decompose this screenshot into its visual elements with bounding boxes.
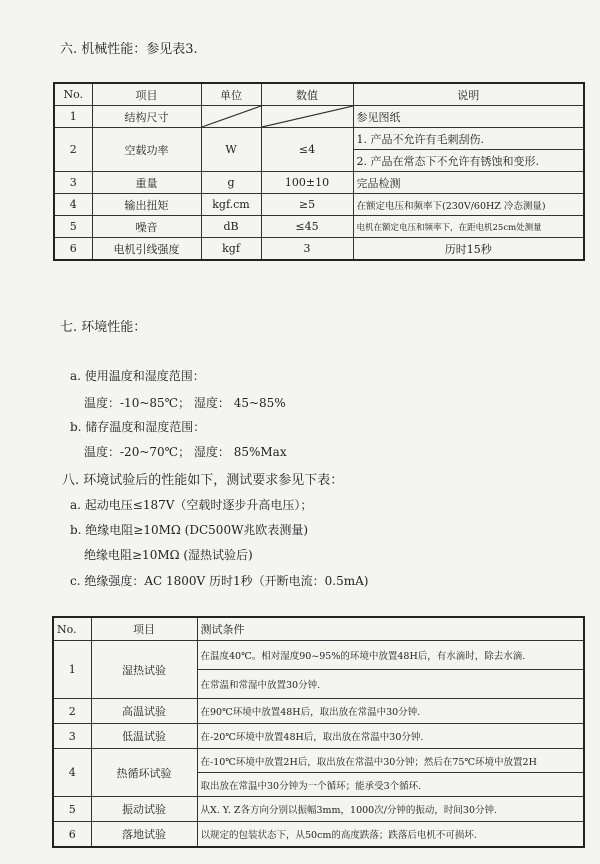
- row-no: 2: [53, 699, 91, 724]
- row-item: 噪音: [92, 216, 201, 238]
- row-item: 结构尺寸: [92, 106, 201, 128]
- row-no: 1: [54, 106, 92, 128]
- section-7-title: 七. 环境性能：: [60, 320, 147, 335]
- section-6-title: 六. 机械性能：参见表3.: [60, 42, 198, 57]
- table-row: [53, 641, 584, 670]
- header-item: 项目: [92, 83, 201, 106]
- row-value: ≤45: [261, 216, 353, 238]
- row-item: 输出扭矩: [92, 194, 201, 216]
- row-condition: 在-10℃环境中放置2H后，取出放在常温中30分钟；然后在75℃环境中放置2H: [197, 749, 584, 773]
- section-8-title: 八. 环境试验后的性能如下，测试要求参见下表：: [62, 473, 344, 488]
- table-row: [53, 822, 584, 848]
- row-unit: g: [201, 172, 261, 194]
- header-conditions: 测试条件: [197, 617, 584, 641]
- row-no: 5: [54, 216, 92, 238]
- row-condition: 取出放在常温中30分钟为一个循环；能承受3个循环.: [197, 773, 584, 797]
- row-notes: 电机在额定电压和频率下，在距电机25cm处测量: [353, 216, 584, 238]
- sec7-b-line: 温度：-20~70℃； 湿度： 85%Max: [84, 445, 287, 459]
- row-item: 高温试验: [91, 699, 197, 724]
- sec8-b: b. 绝缘电阻≥10MΩ (DC500W兆欧表测量): [70, 523, 309, 537]
- table-row: [53, 724, 584, 749]
- sec8-b2: 绝缘电阻≥10MΩ (湿热试验后): [84, 548, 253, 562]
- row-item: 重量: [92, 172, 201, 194]
- table-row: [53, 797, 584, 822]
- table-row: [53, 699, 584, 724]
- environmental-test-table: [52, 616, 585, 848]
- row-unit: kgf: [201, 238, 261, 261]
- row-unit: W: [201, 128, 261, 172]
- row-item: 落地试验: [91, 822, 197, 848]
- sec8-c: c. 绝缘强度：AC 1800V 历时1秒（开断电流：0.5mA): [70, 574, 369, 588]
- row-unit: dB: [201, 216, 261, 238]
- row-item: 低温试验: [91, 724, 197, 749]
- table-row: [54, 106, 584, 128]
- row-unit-empty: [201, 106, 261, 128]
- header-value: 数值: [261, 83, 353, 106]
- diagonal-slash: [262, 106, 353, 127]
- row-notes: 参见图纸: [353, 106, 584, 128]
- row-item: 空载功率: [92, 128, 201, 172]
- header-unit: 单位: [201, 83, 261, 106]
- row-no: 4: [54, 194, 92, 216]
- row-no: 4: [53, 749, 91, 797]
- row-item: 湿热试验: [91, 641, 197, 699]
- row-item: 电机引线强度: [92, 238, 201, 261]
- diagonal-slash: [202, 106, 261, 127]
- row-item: 热循环试验: [91, 749, 197, 797]
- row-notes: 历时15秒: [353, 238, 584, 261]
- row-no: 1: [53, 641, 91, 699]
- row-notes: 2. 产品在常态下不允许有锈蚀和变形.: [353, 150, 584, 172]
- row-no: 6: [53, 822, 91, 848]
- row-condition: 以规定的包装状态下，从50cm的高度跌落；跌落后电机不可损坏.: [197, 822, 584, 848]
- header-no: No.: [53, 617, 91, 641]
- header-no: No.: [54, 83, 92, 106]
- row-value: 3: [261, 238, 353, 261]
- row-no: 5: [53, 797, 91, 822]
- header-item: 项目: [91, 617, 197, 641]
- row-notes: 1. 产品不允许有毛刺刮伤.: [353, 128, 584, 150]
- table-header-row: [54, 83, 584, 106]
- header-notes: 说明: [353, 83, 584, 106]
- row-condition: 在温度40℃。相对湿度90~95%的环境中放置48H后，有水滴时，除去水滴.: [197, 641, 584, 670]
- sec7-a-title: a. 使用温度和湿度范围：: [70, 369, 205, 383]
- table-row: [54, 238, 584, 261]
- row-value: ≤4: [261, 128, 353, 172]
- table-header-row: [53, 617, 584, 641]
- row-condition: 在-20℃环境中放置48H后，取出放在常温中30分钟.: [197, 724, 584, 749]
- row-condition: 从X. Y. Z各方向分别以振幅3mm，1000次/分钟的振动，时间30分钟.: [197, 797, 584, 822]
- row-notes: 在额定电压和频率下(230V/60HZ 冷态测量): [353, 194, 584, 216]
- row-notes: 完品检测: [353, 172, 584, 194]
- row-no: 6: [54, 238, 92, 261]
- table-row: [53, 749, 584, 773]
- row-condition: 在90℃环境中放置48H后，取出放在常温中30分钟.: [197, 699, 584, 724]
- row-condition: 在常温和常湿中放置30分钟.: [197, 670, 584, 699]
- row-no: 3: [54, 172, 92, 194]
- table-row: [54, 128, 584, 150]
- row-value: ≥5: [261, 194, 353, 216]
- row-item: 振动试验: [91, 797, 197, 822]
- mechanical-performance-table: [53, 82, 585, 261]
- sec7-a-line: 温度：-10~85℃； 湿度： 45~85%: [84, 396, 286, 410]
- sec8-a: a. 起动电压≤187V（空载时逐步升高电压）；: [70, 498, 313, 512]
- table-row: [54, 216, 584, 238]
- row-unit: kgf.cm: [201, 194, 261, 216]
- table-row: [54, 172, 584, 194]
- sec7-b-title: b. 储存温度和湿度范围：: [70, 420, 206, 434]
- row-no: 3: [53, 724, 91, 749]
- row-value: 100±10: [261, 172, 353, 194]
- row-value-empty: [261, 106, 353, 128]
- table-row: [54, 194, 584, 216]
- row-no: 2: [54, 128, 92, 172]
